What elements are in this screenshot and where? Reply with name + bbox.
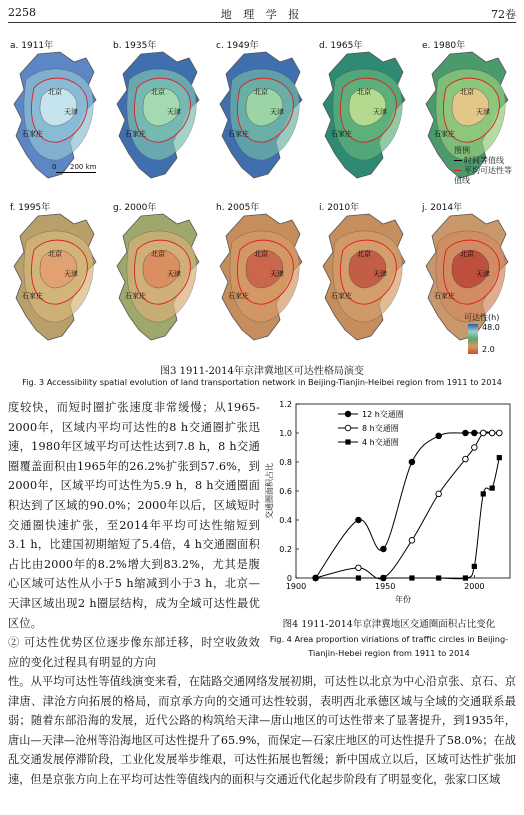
header-rule [8,22,516,23]
place-label: 天津 [167,270,181,278]
data-point [480,430,486,436]
data-point [409,459,415,465]
y-tick-label: 0.2 [279,545,292,554]
body-text-left [8,398,260,672]
data-point [381,546,387,552]
x-tick-label: 1900 [285,582,307,591]
map-panel [317,38,413,188]
x-tick-label: 2000 [464,582,485,591]
place-label: 石家庄 [331,292,352,300]
line-chart [262,398,516,616]
data-point [463,430,469,436]
place-label: 天津 [373,270,387,278]
place-label: 北京 [460,88,474,96]
place-label: 石家庄 [125,130,146,138]
scale-zero: 0 [52,163,57,171]
colorbar [456,314,516,354]
place-label: 天津 [167,108,181,116]
place-label: 天津 [476,270,490,278]
paragraph: 度较快，而短时圈扩张速度非常缓慢；从1965-2000年，区域内平均可达性的8 h交通圈扩张迅速，1980年区域平均可达性达到7.8 h，8 h交通圈覆盖面积由1965年的26.2%扩张到57.6%，到2000年，区域平均可达性为5.9 h，8 h交通圈面积达到了区域的90.0%；2000年以后，区域短时交通圈快速扩张，至2014年平均可达性缩短到3.1 h，比建国初期缩短了5.4倍，4 h交通圈面积占比由2000年的8.2%增大到83.2%，尤其是腹心区域可达性从小于5 h缩减到小于3 h，北京—天津区域出现2 h圈层结构，成为全域可达性最优区位。 [8,401,260,630]
legend-average-isoline: 平均可达性等值线 [454,166,512,185]
legend-marker [345,411,351,417]
map-image [8,212,104,344]
place-label: 天津 [476,108,490,116]
place-label: 石家庄 [331,130,352,138]
map-panel-label: b. 1935年 [113,41,157,51]
legend-time-isoline: 时间等值线 [454,156,516,166]
map-image [317,212,413,344]
data-point [313,575,318,580]
map-image [317,50,413,182]
data-point [356,565,362,571]
scale-distance: 200 km [70,163,97,171]
x-axis-label: 年份 [395,595,411,604]
paragraph: 性。从平均可达性等值线演变来看，在陆路交通网络发展初期，可达性以北京为中心沿京张、京石、京津唐、津沧方向拓展的格局，而京承方向的交通可达性较弱，表明西北承德区域与全域的交通联系最弱；随着东部沿海的发展，近代公路的构筑给天津—唐山地区的可达性带来了显著提升，到1935年，唐山—天津—沧州等沿海地区可达性提升了65.9%，而保定—石家庄地区的可达性提升了58.0%；在战乱交通发展停滞阶段，工业化发展举步维艰，可达性拓展也暂缓；新中国成立以后，区域可达性扩张加速，但是京张方向上在平均可达性等值线内的面积与交通近代化起步阶段有了明显变化，张家口区域 [8,675,516,786]
map-image [214,212,310,344]
map-panel-label: f. 1995年 [10,203,51,213]
map-panel [111,38,207,188]
map-panel-label: c. 1949年 [216,41,259,51]
figure3-caption-zh: 图3 1911-2014年京津冀地区可达性格局演变 [160,366,364,377]
map-panel [214,38,310,188]
body-text-full [8,672,516,790]
plot-frame [296,404,510,578]
place-label: 天津 [64,270,78,278]
place-label: 北京 [254,88,268,96]
place-label: 石家庄 [228,292,249,300]
place-label: 北京 [48,88,62,96]
legend-label: 4 h交通圈 [362,438,399,447]
y-tick-label: 0 [286,574,292,583]
map-legend [454,146,516,186]
y-tick-label: 1.2 [279,400,292,409]
colorbar-max: 48.0 [482,323,500,332]
place-label: 天津 [270,108,284,116]
data-point [436,433,442,439]
map-panel [111,200,207,350]
figure4-caption-en-line2: Tianjin-Hebei region from 1911 to 2014 [308,648,470,658]
page-header [8,6,516,22]
place-label: 北京 [151,88,165,96]
page-number: 2258 [8,6,36,19]
series-line [316,432,500,579]
figure4-caption-en-line1: Fig. 4 Area proportion viriations of traffic circles in Beijing- [269,634,509,644]
place-label: 石家庄 [228,130,249,138]
data-point [497,455,502,460]
place-label: 石家庄 [434,292,455,300]
y-tick-label: 1.0 [279,429,292,438]
data-point [409,575,414,580]
data-point [356,517,362,523]
place-label: 北京 [357,88,371,96]
map-panel-label: a. 1911年 [10,41,54,51]
place-label: 石家庄 [22,292,43,300]
place-label: 石家庄 [434,130,455,138]
figure4-chart [262,398,516,623]
data-point [463,575,468,580]
data-point [472,445,478,451]
map-image [111,212,207,344]
data-point [490,486,495,491]
map-panel-label: i. 2010年 [319,203,360,213]
scale-bar [52,163,116,180]
colorbar-gradient [468,324,478,354]
data-point [497,430,503,436]
x-tick-label: 1950 [374,582,396,591]
place-label: 天津 [373,108,387,116]
figure3-maps [8,38,516,358]
journal-title: 地 理 学 报 [220,8,304,21]
colorbar-title: 可达性(h) [464,313,500,322]
map-panel [8,200,104,350]
legend-label: 12 h交通圈 [362,410,404,419]
map-panel-label: d. 1965年 [319,41,363,51]
y-axis-label: 交通圈面积占比 [265,463,274,519]
volume-label: 72卷 [491,8,516,21]
colorbar-min: 2.0 [482,345,495,354]
place-label: 石家庄 [22,130,43,138]
data-point [489,430,495,436]
place-label: 北京 [460,250,474,258]
data-point [356,575,361,580]
figure3-caption-en: Fig. 3 Accessibility spatial evolution of land transportation network in Beijing-Tianjin-Heibei region from 1911 to 2014 [22,377,502,387]
y-tick-label: 0.4 [279,516,292,525]
data-point [463,456,469,462]
map-panel-label: h. 2005年 [216,203,260,213]
place-label: 天津 [64,108,78,116]
y-tick-label: 0.8 [279,458,292,467]
data-point [381,575,386,580]
place-label: 天津 [270,270,284,278]
place-label: 北京 [357,250,371,258]
map-panel-label: e. 1980年 [422,41,466,51]
legend-marker [345,425,351,431]
legend-title: 图例 [454,146,470,155]
place-label: 北京 [254,250,268,258]
place-label: 北京 [151,250,165,258]
legend-label: 8 h交通圈 [362,424,399,433]
y-tick-label: 0.6 [279,487,292,496]
map-panel [214,200,310,350]
data-point [481,491,486,496]
data-point [436,575,441,580]
map-panel [317,200,413,350]
figure4-caption-en [262,632,516,660]
data-point [472,430,478,436]
series-line [316,458,500,579]
series-line [316,433,500,578]
data-point [436,491,442,497]
data-point [409,538,415,544]
figure4-caption-zh: 图4 1911-2014年京津冀地区交通圈面积占比变化 [282,619,496,630]
place-label: 北京 [48,250,62,258]
legend-marker [345,439,350,444]
map-image [214,50,310,182]
map-panel-label: g. 2000年 [113,203,157,213]
data-point [472,564,477,569]
map-panel-label: j. 2014年 [422,203,463,213]
map-image [111,50,207,182]
place-label: 石家庄 [125,292,146,300]
paragraph: ② 可达性优势区位逐步像东部迁移，时空收敛效应的变化过程具有明显的方向 [8,636,260,669]
